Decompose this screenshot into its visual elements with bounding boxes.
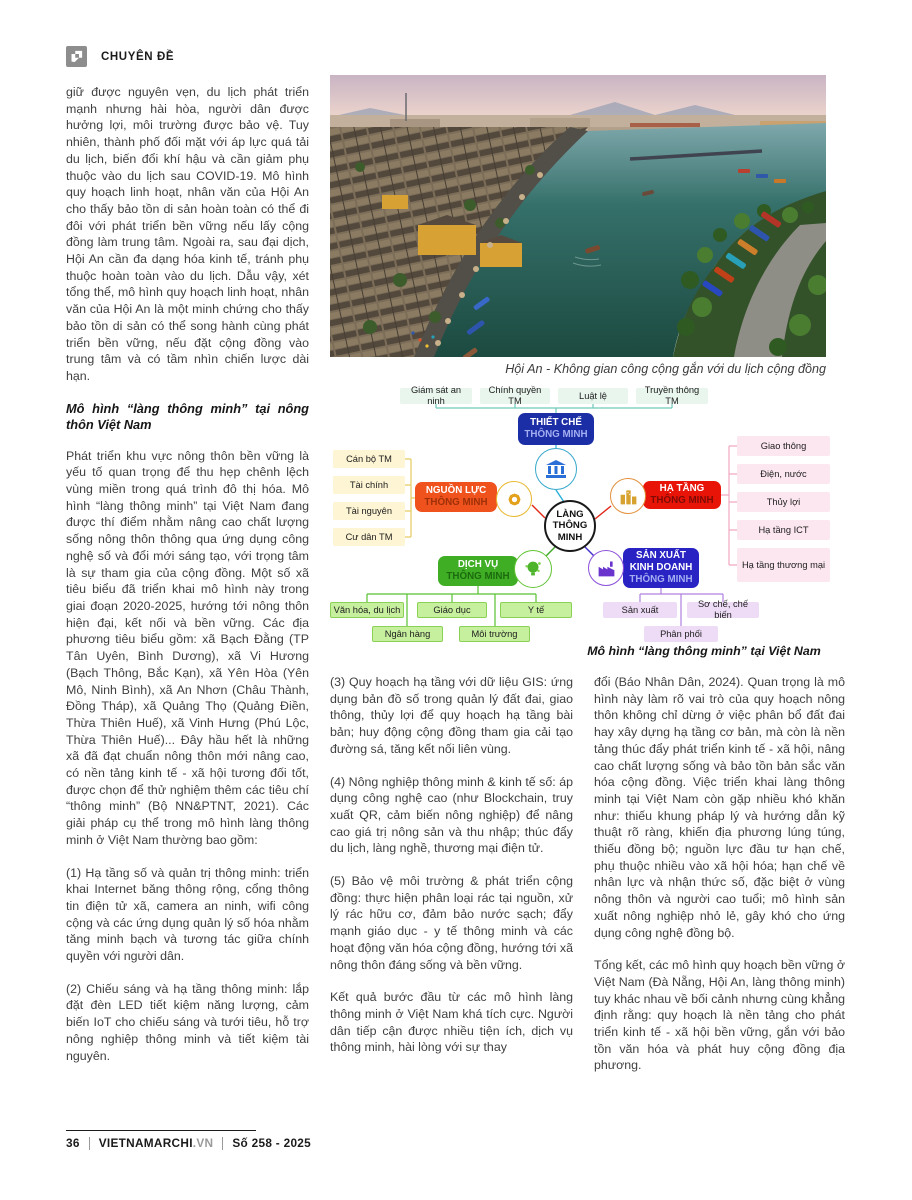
footer-separator bbox=[222, 1137, 223, 1150]
node-nguon-luc bbox=[415, 482, 497, 512]
factory-icon bbox=[596, 558, 617, 579]
resources-icon-circle bbox=[496, 481, 532, 517]
issue-number: Số 258 - 2025 bbox=[232, 1136, 312, 1150]
diagram-child: Hạ tầng ICT bbox=[737, 520, 830, 540]
hoi-an-photo bbox=[330, 75, 826, 357]
smart-village-diagram bbox=[330, 386, 830, 648]
node-label: SẢN XUẤT bbox=[635, 550, 687, 562]
paragraph: đổi (Báo Nhân Dân, 2024). Quan trọng là mô hình này làm rõ vai trò của quy hoạch nông thôn không chỉ dừng ở việc phân bổ đất đai hay xây dựng hạ tầng cơ bản, mà còn là nền tảng thúc đẩy phát triển kinh tế - xã hội, nâng cao chất lượng sống và bảo tồn bản sắc văn hóa cộng đồng. Việc triển khai làng thông minh tại Việt Nam còn gặp nhiều khó khăn như: thiếu khung pháp lý và hướng dẫn kỹ thuật rõ ràng, khiến địa phương lúng túng, thiếu đồng bộ; nguồn lực đầu tư hạn chế, phụ thuộc nhiều vào xã hội hóa; hạn chế về nhân lực và nhận thức số, đặc biệt ở vùng nông thôn và người cao tuổi; mô hình sản xuất nông nghiệp nhỏ lẻ, gây khó cho ứng dụng công nghệ đồng bộ. bbox=[594, 675, 845, 940]
node-label: DỊCH VỤ bbox=[457, 559, 499, 571]
diagram-child: Ngân hàng bbox=[372, 626, 443, 642]
page-number: 36 bbox=[66, 1136, 80, 1150]
node-label: NGUỒN LỰC bbox=[425, 485, 487, 497]
page-footer bbox=[66, 1130, 366, 1150]
node-label: THÔNG MINH bbox=[629, 573, 693, 585]
gear-icon bbox=[504, 489, 525, 510]
paragraph: Tổng kết, các mô hình quy hoạch bền vững ở Việt Nam (Đà Nẵng, Hội An, làng thông minh) tuy khác nhau về bối cảnh nhưng cùng khẳng định rằng: quy hoạch là nền tảng cho phát triển kinh tế - xã hội bền vững, gắn với bảo tồn văn hóa và phát huy cộng đồng địa phương. bbox=[594, 958, 845, 1073]
footer-separator bbox=[89, 1137, 90, 1150]
diagram-child: Chính quyền TM bbox=[480, 388, 550, 404]
diagram-child: Giám sát an ninh bbox=[400, 388, 472, 404]
production-icon-circle bbox=[588, 550, 624, 586]
paragraph: (5) Bảo vệ môi trường & phát triển cộng đồng: thực hiện phân loại rác tại nguồn, xử lý rác hữu cơ, đảm bảo nước sạch; đẩy mạnh giáo dục - y tế thông minh và các hoạt động văn hóa cộng đồng, hướng tới xã nông thôn đáng sống và bền vững. bbox=[330, 874, 573, 972]
diagram-child: Văn hóa, du lịch bbox=[330, 602, 404, 618]
node-thiet-che bbox=[518, 413, 594, 445]
center-label: THÔNG bbox=[552, 520, 588, 532]
paragraph: (2) Chiếu sáng và hạ tầng thông minh: lắp đặt đèn LED tiết kiệm năng lượng, cảm biến IoT cho chiếu sáng và tưới tiêu, hỗ trợ nông nghiệp thông minh và tiết kiệm tài nguyên. bbox=[66, 981, 309, 1063]
paragraph: Phát triển khu vực nông thôn bền vững là yếu tố quan trọng để thu hẹp chênh lệch vùng miền trong quá trình đô thị hóa. Mô hình “làng thông minh” tại Việt Nam đang được thí điểm nhằm nâng cao chất lượng sống nông thôn thông qua ứng dụng công nghệ số và đổi mới sáng tạo, với trọng tâm là sự tham gia của cộng đồng. Một số xã tiêu biểu đã triển khai mô hình này trong giai đoạn 2020-2025, hướng tới nông thôn hiện đại, kết nối và bền vững. Các địa phương tiêu biểu gồm: xã Bạch Đằng (TP Tân Uyên, Bình Dương), xã Vi Hương (Bạch Thông, Bắc Kạn), xã Yên Hòa (Yên Mô, Ninh Bình), xã An Nhơn (Châu Thành, Đồng Tháp), xã Quảng Thọ (Quảng Điền, Thừa Thiên Huế), xã Vinh Hưng (Phú Lộc, Thừa Thiên Huế)... Đây hầu hết là những xã đã đạt chuẩn nông thôn mới nâng cao, có nền tảng kinh tế - xã hội tương đối tốt, được chọn để thử nghiệm thêm các tiêu chí “thông minh” (Bộ NN&PTNT, 2021). Các giải pháp cụ thể trong mô hình làng thông minh ở Việt Nam thường bao gồm: bbox=[66, 448, 309, 847]
infrastructure-icon-circle bbox=[610, 478, 646, 514]
diagram-child: Tài nguyên bbox=[333, 502, 405, 520]
node-label: THÔNG MINH bbox=[424, 497, 488, 508]
brand-name: VIETNAMARCHI bbox=[98, 1136, 193, 1150]
paragraph: (3) Quy hoạch hạ tầng với dữ liệu GIS: ứng dụng bản đồ số trong quản lý đất đai, giao thông, thủy lợi để quy hoạch hạ tầng bài bản; huy động cộng đồng tham gia cải tạo đường sá, tăng kết nối liên vùng. bbox=[330, 675, 573, 756]
diagram-child: Cán bộ TM bbox=[333, 450, 405, 468]
diagram-child: Cư dân TM bbox=[333, 528, 405, 546]
article-column-1 bbox=[66, 84, 309, 1064]
node-label: THÔNG MINH bbox=[650, 495, 714, 506]
diagram-child: Giao thông bbox=[737, 436, 830, 456]
bank-icon bbox=[544, 457, 568, 481]
node-label: THIẾT CHẾ bbox=[530, 417, 582, 429]
article-column-3 bbox=[594, 674, 845, 1074]
photo-caption: Hội An - Không gian công cộng gắn với du lịch cộng đồng bbox=[505, 362, 826, 376]
node-label: KINH DOANH bbox=[629, 562, 693, 574]
section-header bbox=[66, 46, 174, 67]
center-label: MINH bbox=[557, 531, 583, 543]
node-label: THÔNG MINH bbox=[446, 571, 510, 582]
center-label: LÀNG bbox=[556, 509, 584, 521]
diagram-child: Truyền thông TM bbox=[636, 388, 708, 404]
diagram-child: Thủy lợi bbox=[737, 492, 830, 512]
subsection-heading: Mô hình “làng thông minh” tại nông thôn Việt Nam bbox=[66, 400, 309, 433]
diagram-child: Phân phối bbox=[644, 626, 718, 642]
diagram-child: Sơ chế, chế biến bbox=[687, 602, 759, 618]
magazine-logo-icon bbox=[66, 46, 87, 67]
diagram-child: Giáo dục bbox=[417, 602, 487, 618]
footer-brand bbox=[99, 1136, 214, 1150]
node-san-xuat bbox=[623, 548, 699, 588]
node-label: THÔNG MINH bbox=[524, 429, 588, 440]
diagram-caption: Mô hình “làng thông minh” tại Việt Nam bbox=[587, 644, 821, 658]
diagram-center-node bbox=[544, 500, 596, 552]
section-label: CHUYÊN ĐỀ bbox=[101, 50, 175, 63]
diagram-child: Y tế bbox=[500, 602, 572, 618]
diagram-child: Môi trường bbox=[459, 626, 530, 642]
services-icon-circle bbox=[514, 550, 552, 588]
diagram-child: Tài chính bbox=[333, 476, 405, 494]
node-dich-vu bbox=[438, 556, 518, 586]
paragraph: Kết quả bước đầu từ các mô hình làng thông minh ở Việt Nam khá tích cực. Người dân tiếp cận được nhiều tiện ích, dịch vụ thông minh, hài lòng với sự thay bbox=[330, 990, 573, 1055]
leaf-bulb-icon bbox=[522, 558, 544, 580]
paragraph: giữ được nguyên vẹn, du lịch phát triển mạnh nhưng hài hòa, người dân được hưởng lợi, môi trường được bảo vệ. Tuy nhiên, thành phố đối mặt với áp lực quá tải du lịch, biến đổi khí hậu và cần giảm phụ thuộc vào du lịch sau COVID-19. Mô hình quy hoạch linh hoạt, nhân văn của Hội An cho thấy bảo tồn di sản hoàn toàn có thể đi đôi với phát triển bền vững nếu lấy cộng đồng làm trung tâm. Ngoài ra, sau đại dịch, Hội An cần đa dạng hóa kinh tế, tránh phụ thuộc hoàn toàn vào du lịch. Dẫu vậy, xét tổng thể, mô hình quy hoạch linh hoạt, nhân văn của Hội An là một minh chứng cho thấy bảo tồn di sản có thể song hành cùng phát triển bền vững, nếu đặt cộng đồng vào trung tâm và có tầm nhìn chiến lược dài hạn. bbox=[66, 85, 309, 383]
node-ha-tang bbox=[643, 481, 721, 509]
diagram-child: Luật lệ bbox=[558, 388, 628, 404]
institution-icon-circle bbox=[535, 448, 577, 490]
diagram-child: Sản xuất bbox=[603, 602, 677, 618]
diagram-child: Hạ tầng thương mại bbox=[737, 548, 830, 582]
footer-rule bbox=[66, 1130, 256, 1131]
paragraph: (1) Hạ tầng số và quản trị thông minh: triển khai Internet băng thông rộng, cổng thông tin điện tử xã, camera an ninh, wifi công cộng và các ứng dụng quản lý số hóa nhằm tăng minh bạch và tương tác giữa chính quyền với người dân. bbox=[66, 865, 309, 964]
city-buildings-icon bbox=[618, 486, 639, 507]
diagram-child: Điện, nước bbox=[737, 464, 830, 484]
brand-suffix: .VN bbox=[192, 1136, 214, 1150]
article-column-2 bbox=[330, 674, 573, 1056]
paragraph: (4) Nông nghiệp thông minh & kinh tế số: áp dụng công nghệ cao (như Blockchain, truy xuất QR, cảm biến nông nghiệp) để nâng cao giá trị nông sản và thu nhập; thúc đẩy du lịch, làng nghề, thương mại điện tử. bbox=[330, 774, 573, 856]
node-label: HẠ TẦNG bbox=[659, 483, 705, 495]
